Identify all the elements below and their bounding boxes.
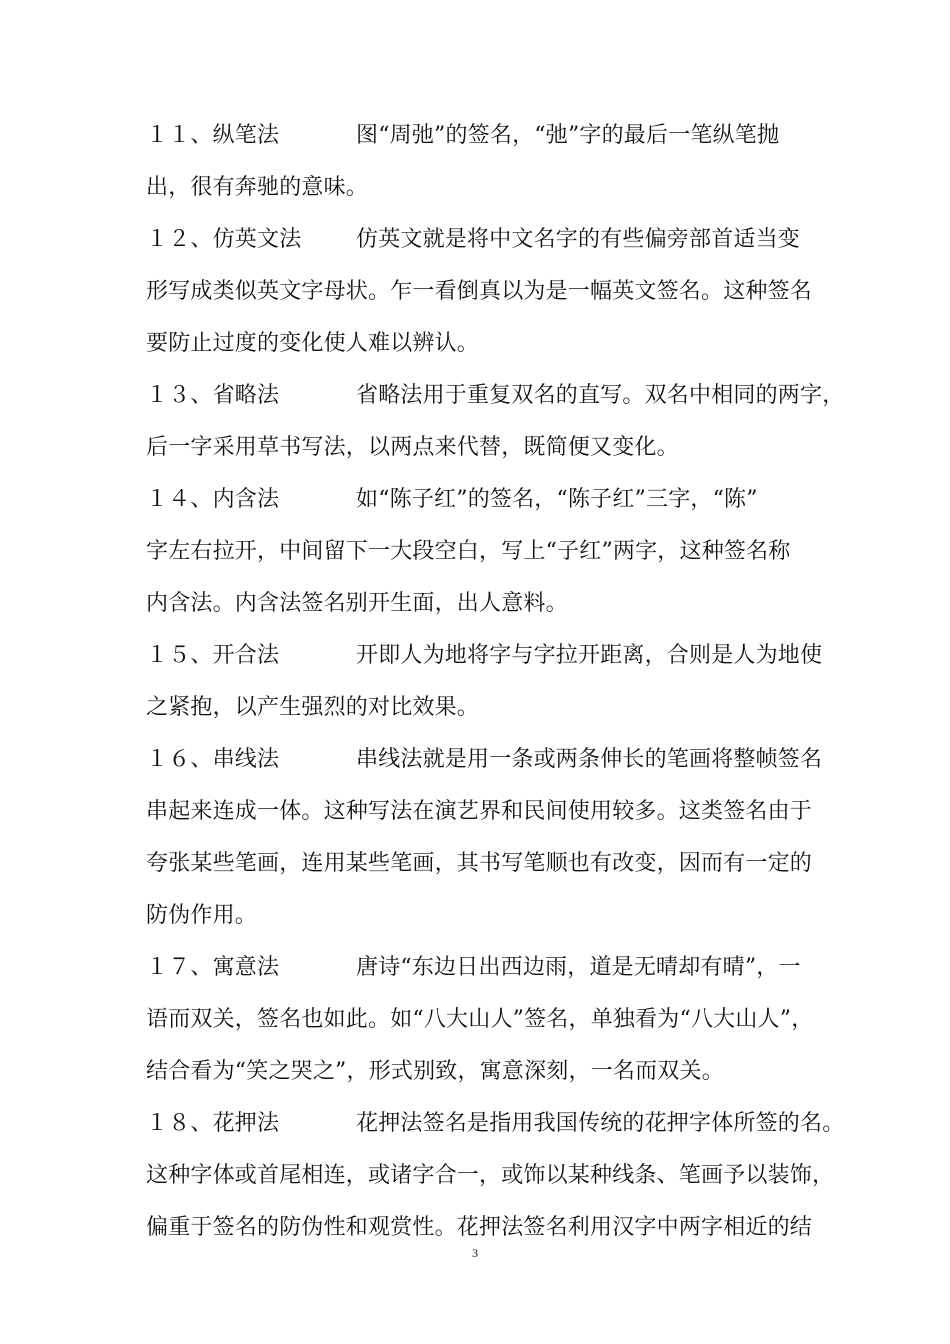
paragraph-line: 内含法。内含法签名别开生面，出人意料。 <box>146 591 568 616</box>
section-13-first-line <box>146 374 845 426</box>
paragraph-text: 开即人为地将字与字拉开距离，合则是人为地使 <box>356 643 823 668</box>
paragraph-line: 语而双关，签名也如此。如“八大山人”签名，单独看为“八大山人”， <box>146 1007 814 1032</box>
section-17-first-line <box>146 946 806 998</box>
paragraph-line: 字左右拉开，中间留下一大段空白，写上“子红”两字，这种签名称 <box>146 539 791 564</box>
section-18-first-line <box>146 1102 845 1154</box>
section-14-first-line <box>146 478 806 530</box>
paragraph-text: 省略法用于重复双名的直写。双名中相同的两字， <box>356 383 845 408</box>
section-heading: １４、内含法 <box>146 487 280 512</box>
section-heading: １５、开合法 <box>146 643 280 668</box>
paragraph-line: 防伪作用。 <box>146 903 258 928</box>
paragraph-line: 这种字体或首尾相连，或诸字合一，或饰以某种线条、笔画予以装饰， <box>146 1163 835 1188</box>
paragraph-text: 图“周弛”的签名，“弛”字的最后一笔纵笔抛 <box>356 123 780 148</box>
section-heading: １８、花押法 <box>146 1111 280 1136</box>
section-15-first-line <box>146 634 823 686</box>
paragraph-line: 出，很有奔驰的意味。 <box>146 175 369 200</box>
section-heading: １３、省略法 <box>146 383 280 408</box>
paragraph-line: 形写成类似英文字母状。乍一看倒真以为是一幅英文签名。这种签名 <box>146 279 813 304</box>
section-heading: １６、串线法 <box>146 747 280 772</box>
section-11-first-line <box>146 114 806 166</box>
section-heading: １２、仿英文法 <box>146 227 302 252</box>
paragraph-line: 要防止过度的变化使人难以辨认。 <box>146 331 480 356</box>
section-16-first-line <box>146 738 823 790</box>
paragraph-line: 后一字采用草书写法，以两点来代替，既简便又变化。 <box>146 435 679 460</box>
paragraph-text: 花押法签名是指用我国传统的花押字体所签的名。 <box>356 1111 845 1136</box>
paragraph-text: 唐诗“东边日出西边雨，道是无晴却有晴”，一 <box>356 955 801 980</box>
section-heading: １７、寓意法 <box>146 955 280 980</box>
paragraph-line: 偏重于签名的防伪性和观赏性。花押法签名利用汉字中两字相近的结 <box>146 1215 813 1240</box>
section-12-first-line <box>146 218 806 270</box>
paragraph-text: 如“陈子红”的签名，“陈子红”三字，“陈” <box>356 487 758 512</box>
paragraph-text: 仿英文就是将中文名字的有些偏旁部首适当变 <box>356 227 801 252</box>
document-body <box>146 114 845 1258</box>
page-number: 3 <box>472 1246 478 1260</box>
paragraph-line: 夸张某些笔画，连用某些笔画，其书写笔顺也有改变，因而有一定的 <box>146 851 813 876</box>
paragraph-line: 结合看为“笑之哭之”，形式别致，寓意深刻，一名而双关。 <box>146 1059 724 1084</box>
paragraph-text: 串线法就是用一条或两条伸长的笔画将整帧签名 <box>356 747 823 772</box>
section-heading: １１、纵笔法 <box>146 123 280 148</box>
paragraph-line: 之紧抱，以产生强烈的对比效果。 <box>146 695 480 720</box>
paragraph-line: 串起来连成一体。这种写法在演艺界和民间使用较多。这类签名由于 <box>146 799 813 824</box>
